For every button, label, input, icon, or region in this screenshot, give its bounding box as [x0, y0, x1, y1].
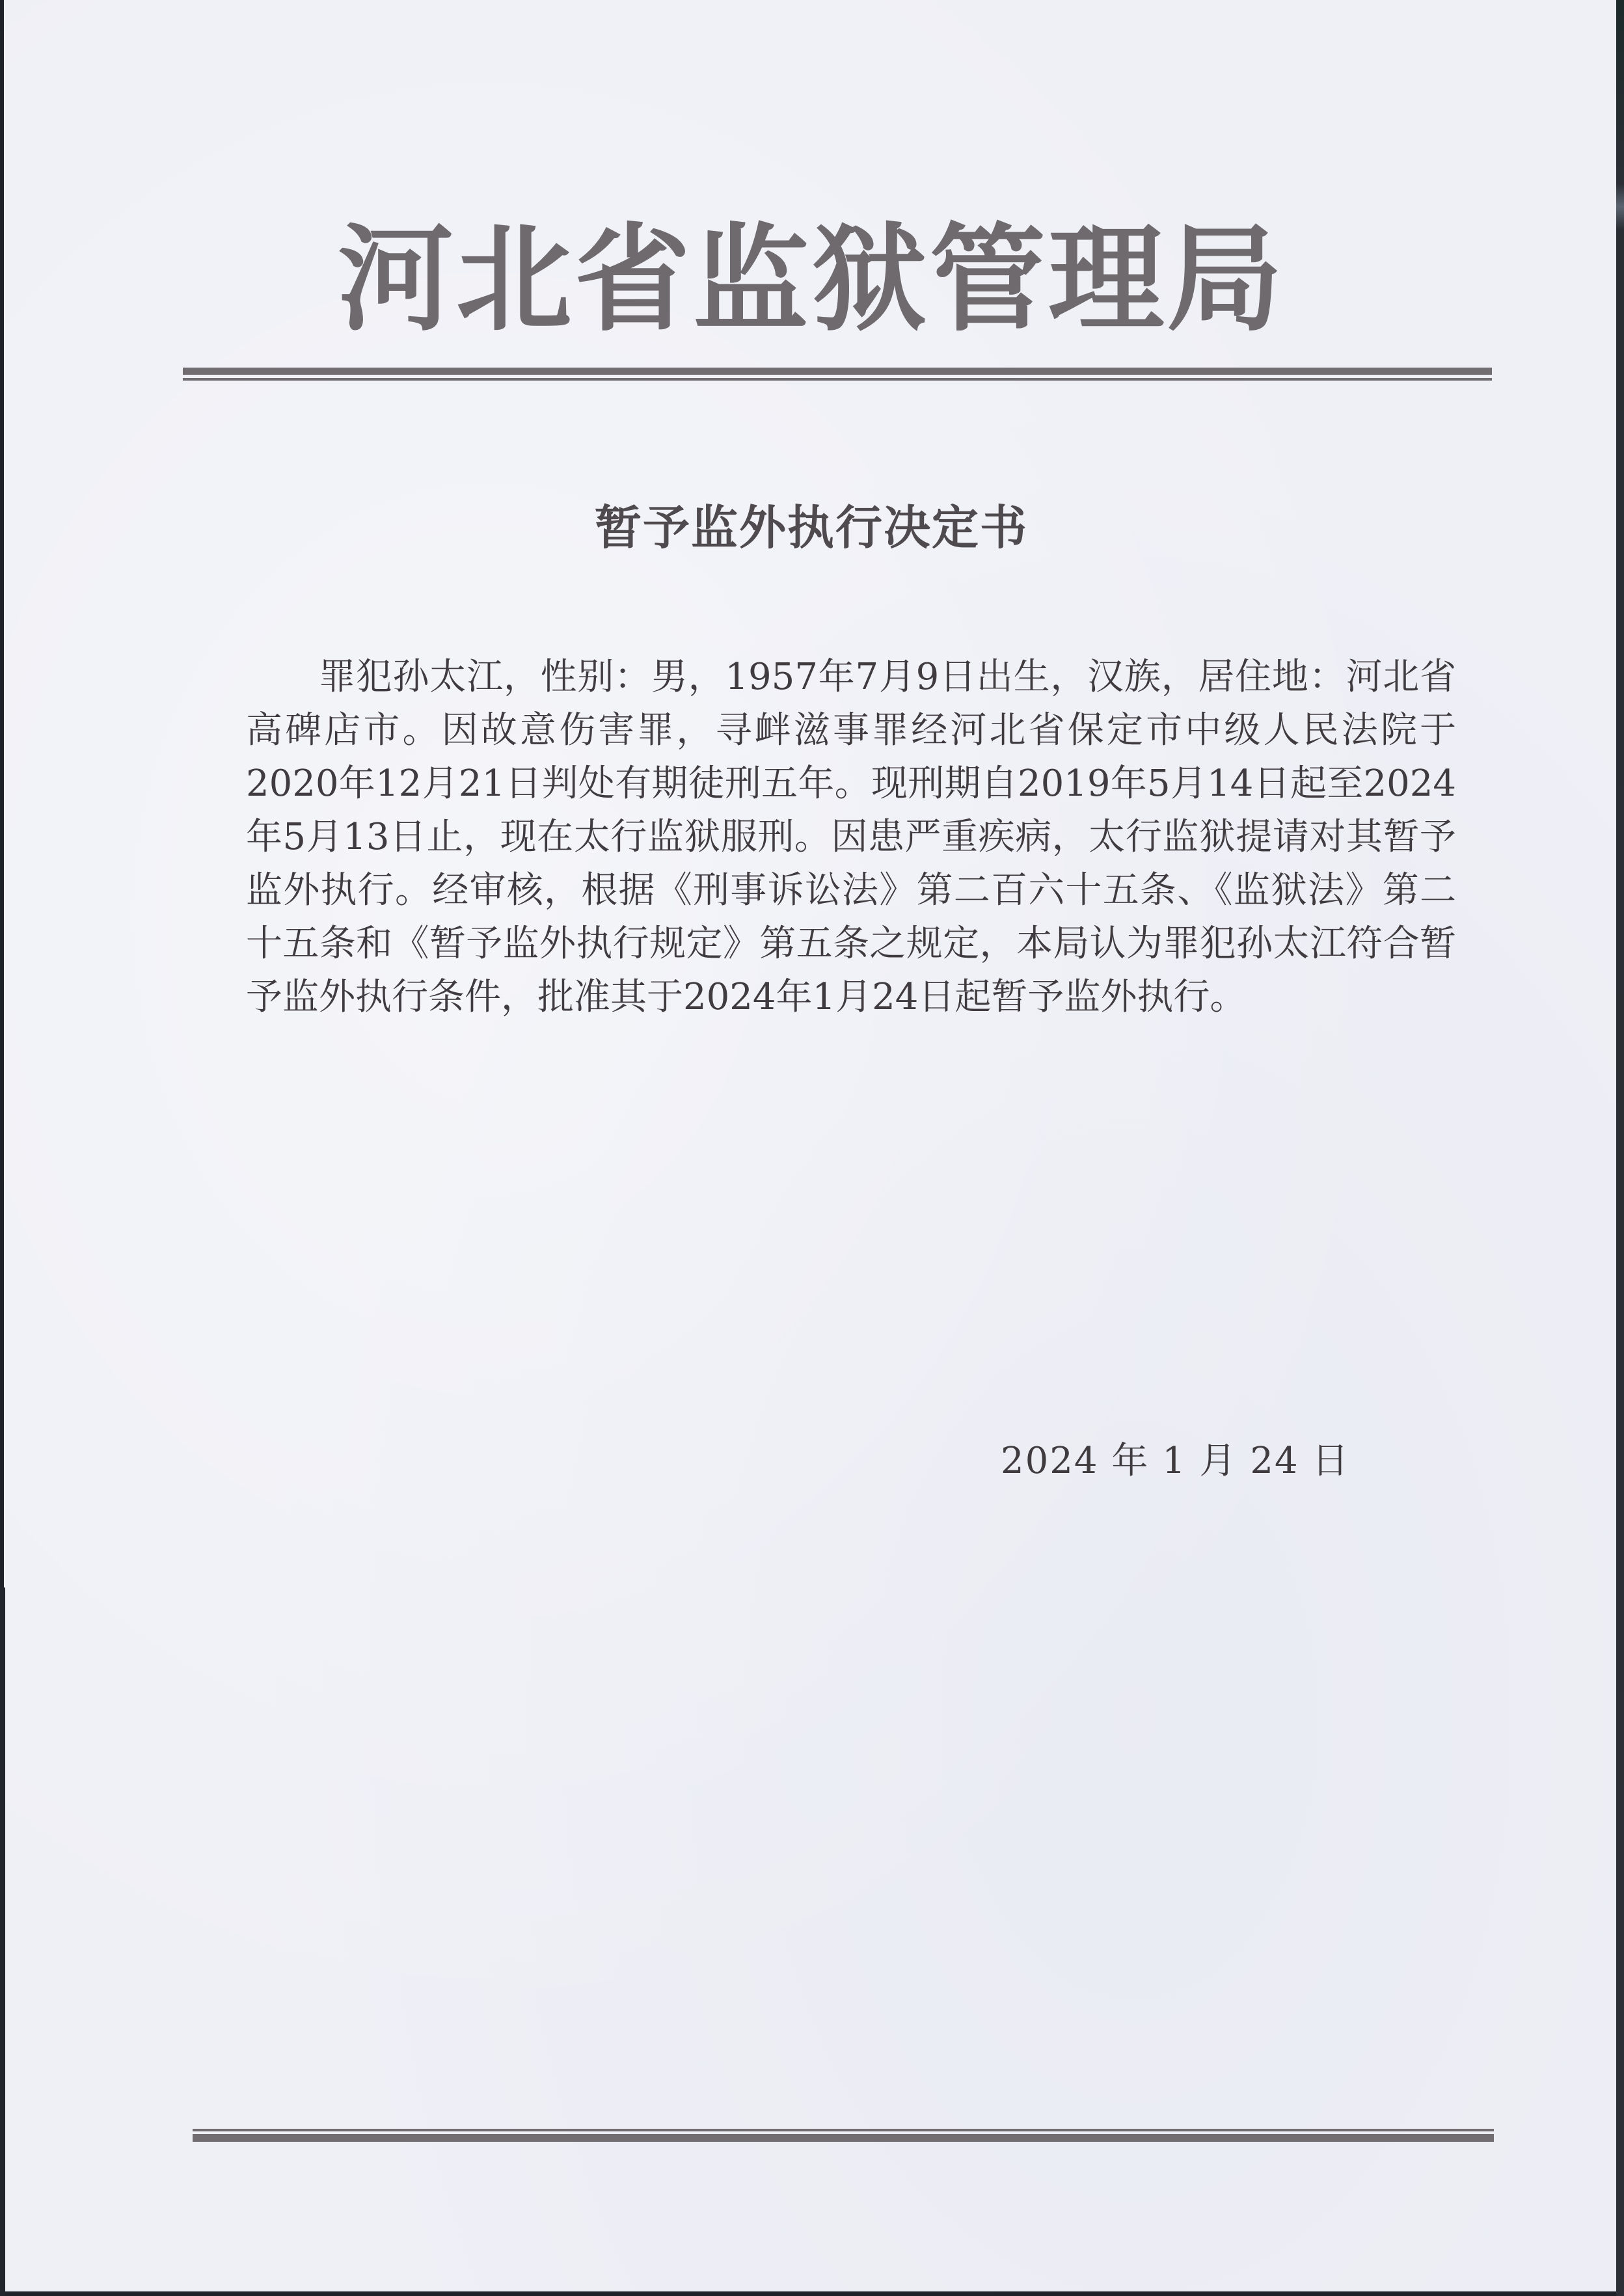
document-body: [246, 651, 1456, 1024]
document-page: [4, 0, 1619, 2291]
document-title: 暂予监外执行决定书: [594, 500, 1028, 555]
header-rule-thick: [183, 368, 1492, 375]
organization-header: 河北省监狱管理局: [338, 211, 1285, 347]
scan-edge-left: [0, 1587, 5, 2296]
body-paragraph: 罪犯孙太江，性别：男，1957年7月9日出生，汉族，居住地：河北省高碑店市。因故意伤害罪，寻衅滋事罪经河北省保定市中级人民法院于2020年12月21日判处有期徒刑五年。现刑期自2019年5月14日起至2024年5月13日止，现在太行监狱服刑。因患严重疾病，太行监狱提请对其暂予监外执行。经审核，根据《刑事诉讼法》第二百六十五条、《监狱法》第二十五条和《暂予监外执行规定》第五条之规定，本局认为罪犯孙太江符合暂予监外执行条件，批准其于2024年1月24日起暂予监外执行。: [246, 656, 1456, 1018]
signature-date: 2024 年 1 月 24 日: [1001, 1440, 1350, 1482]
scan-edge-right: [1616, 0, 1624, 2296]
footer-rule-thin: [193, 2129, 1494, 2131]
header-rule-thin: [183, 378, 1492, 381]
footer-rule-thick: [193, 2134, 1494, 2142]
